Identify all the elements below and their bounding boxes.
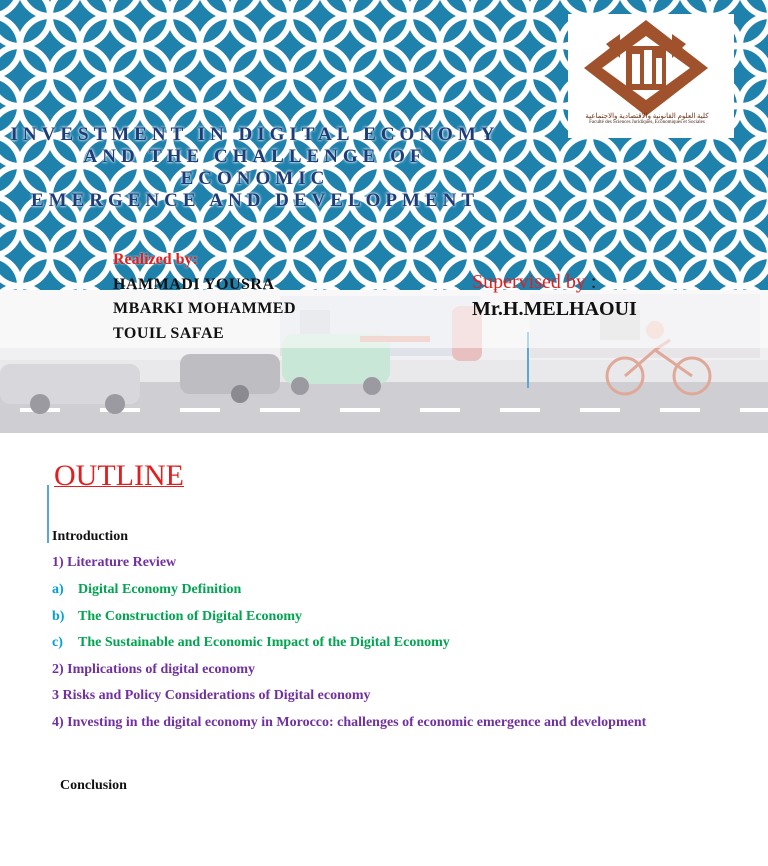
outline-sub-b	[52, 609, 302, 625]
cover-title	[10, 124, 500, 212]
sub-c-text: The Sustainable and Economic Impact of the Digital Economy	[78, 635, 450, 650]
outline-sub-a	[52, 582, 241, 598]
outline-title: OUTLINE	[54, 459, 184, 492]
logo-caption	[562, 112, 732, 126]
author-3: TOUIL SAFAE	[113, 325, 225, 342]
text-cursor-bar	[47, 485, 49, 543]
outline-section-3: 3 Risks and Policy Considerations of Digital economy	[52, 688, 371, 703]
outline-section-4: 4) Investing in the digital economy in Morocco: challenges of economic emergence and development	[52, 715, 647, 730]
outline-sub-c	[52, 635, 450, 651]
outline-conclusion: Conclusion	[60, 778, 127, 793]
logo-caption-arabic: كلية العلوم القانونية والاقتصادية والاجتماعية	[585, 112, 709, 120]
sub-b-letter: b)	[52, 609, 65, 624]
outline-section-2: 2) Implications of digital economy	[52, 662, 255, 677]
supervised-by-colon: :	[585, 271, 597, 293]
title-line-2: AND THE CHALLENGE OF ECONOMIC	[83, 146, 427, 189]
author-1: HAMMADI YOUSRA	[113, 276, 275, 293]
author-2: MBARKI MOHAMMED	[113, 300, 297, 317]
supervised-by-label	[472, 271, 596, 294]
sub-a-text: Digital Economy Definition	[78, 582, 242, 597]
sub-b-text: The Construction of Digital Economy	[78, 609, 302, 624]
realized-by-label: Realized by:	[113, 251, 198, 268]
sub-c-letter: c)	[52, 635, 63, 650]
outline-introduction: Introduction	[52, 529, 128, 544]
logo-caption-french: Faculté des Sciences Juridiques, Economiques et Sociales	[589, 120, 705, 125]
outline-slide	[0, 433, 768, 866]
supervisor-name: Mr.H.MELHAOUI	[472, 298, 637, 320]
sub-a-letter: a)	[52, 582, 64, 597]
outline-section-1: 1) Literature Review	[52, 555, 177, 570]
title-line-1: INVESTMENT IN DIGITAL ECONOMY	[10, 124, 500, 145]
title-line-3: EMERGENCE AND DEVELOPMENT	[30, 190, 480, 211]
supervised-by-text: Supervised by	[472, 271, 586, 293]
